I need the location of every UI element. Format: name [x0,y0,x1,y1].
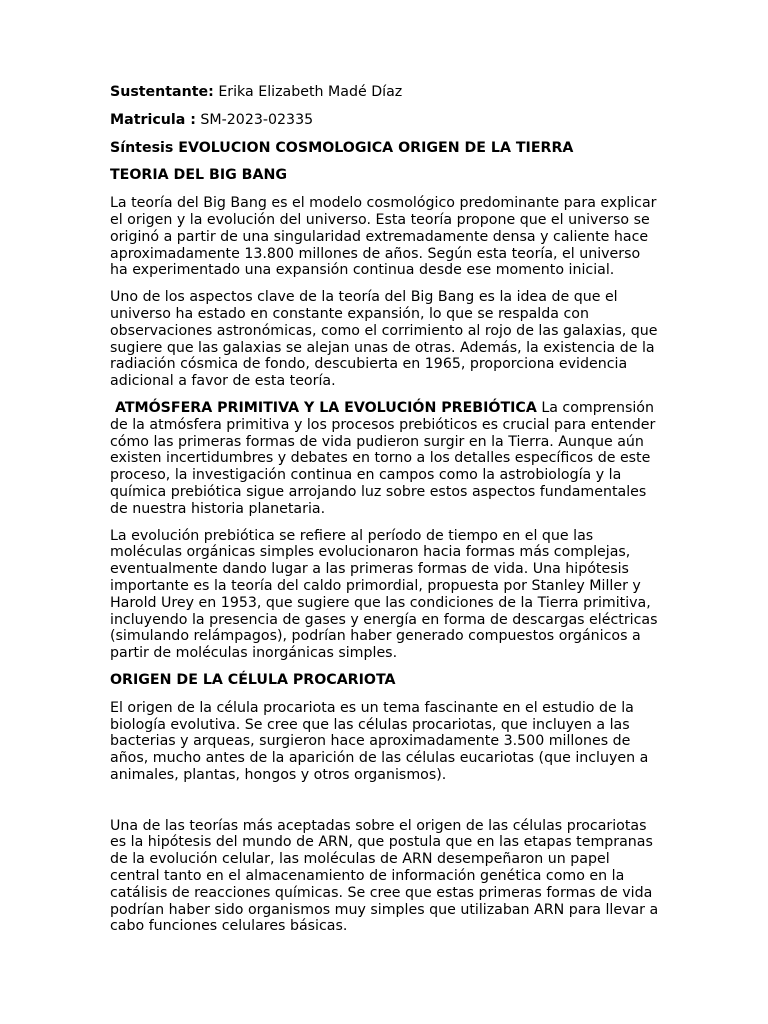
sintesis-prefix: Síntesis [110,139,179,156]
atmosfera-paragraph-1 [110,400,662,518]
matricula-line [110,112,662,129]
matricula-label: Matricula : [110,111,196,128]
sustentante-label: Sustentante: [110,84,214,100]
atmosfera-heading: ATMÓSFERA PRIMITIVA Y LA EVOLUCIÓN PREBIÓTICA [110,399,537,416]
procariota-heading: ORIGEN DE LA CÉLULA PROCARIOTA [110,671,396,688]
atmosfera-paragraph-2: La evolución prebiótica se refiere al período de tiempo en el que las moléculas orgánicas simples evolucionaron hacia formas más complejas, eventualmente dando lugar a las primeras formas de vida. Una hipótesis importante es la teoría del caldo primordial, propuesta por Stanley Miller y Harold Urey en 1953, que sugiere que las condiciones de la Tierra primitiva, incluyendo la presencia de gases y energía en forma de descargas eléctricas (simulando relámpagos), podrían haber generado compuestos orgánicos a partir de moléculas inorgánicas simples. [110,527,658,662]
document-page [110,84,662,945]
big-bang-paragraph-2: Uno de los aspectos clave de la teoría del Big Bang es la idea de que el universo ha estado en constante expansión, lo que se respalda con observaciones astronómicas, como el corrimiento al rojo de las galaxias, que sugiere que las galaxias se alejan unas de otras. Además, la existencia de la radiación cósmica de fondo, descubierta en 1965, proporciona evidencia adicional a favor de esta teoría. [110,289,658,390]
sintesis-title: EVOLUCION COSMOLOGICA ORIGEN DE LA TIERRA [178,139,574,156]
big-bang-heading: TEORIA DEL BIG BANG [110,167,287,184]
big-bang-paragraph-1: La teoría del Big Bang es el modelo cosmológico predominante para explicar el origen y la evolución del universo. Esta teoría propone que el universo se originó a partir de una singularidad extremadamente densa y caliente hace aproximadamente 13.800 millones de años. Según esta teoría, el universo ha experimentado una expansión continua desde ese momento inicial. [110,195,657,279]
sustentante-value: Erika Elizabeth Madé Díaz [213,84,403,100]
blank-line [110,794,662,818]
matricula-value: SM-2023-02335 [195,111,314,128]
procariota-paragraph-1: El origen de la célula procariota es un tema fascinante en el estudio de la biología evolutiva. Se cree que las células procariotas, que incluyen a las bacterias y arqueas, surgieron hace aproximadamente 3.500 millones de años, mucho antes de la aparición de las células eucariotas (que incluyen a animales, plantas, hongos y otros organismos). [110,699,649,783]
procariota-paragraph-2: Una de las teorías más aceptadas sobre el origen de las células procariotas es la hipótesis del mundo de ARN, que postula que en las etapas tempranas de la evolución celular, las moléculas de ARN desempeñaron un papel central tanto en el almacenamiento de información genética como en la catálisis de reacciones químicas. Se cree que estas primeras formas de vida podrían haber sido organismos muy simples que utilizaban ARN para llevar a cabo funciones celulares básicas. [110,817,659,935]
atmosfera-paragraph-1-text: La comprensión de la atmósfera primitiva y los procesos prebióticos es crucial para entender cómo las primeras formas de vida pudieron surgir en la Tierra. Aunque aún existen incertidumbres y debates en torno a los detalles específicos de este proceso, la investigación continua en campos como la astrobiología y la química prebiótica sigue arrojando luz sobre estos aspectos fundamentales de nuestra historia planetaria. [110,399,656,517]
sustentante-line [110,84,662,101]
document-title [110,140,662,157]
